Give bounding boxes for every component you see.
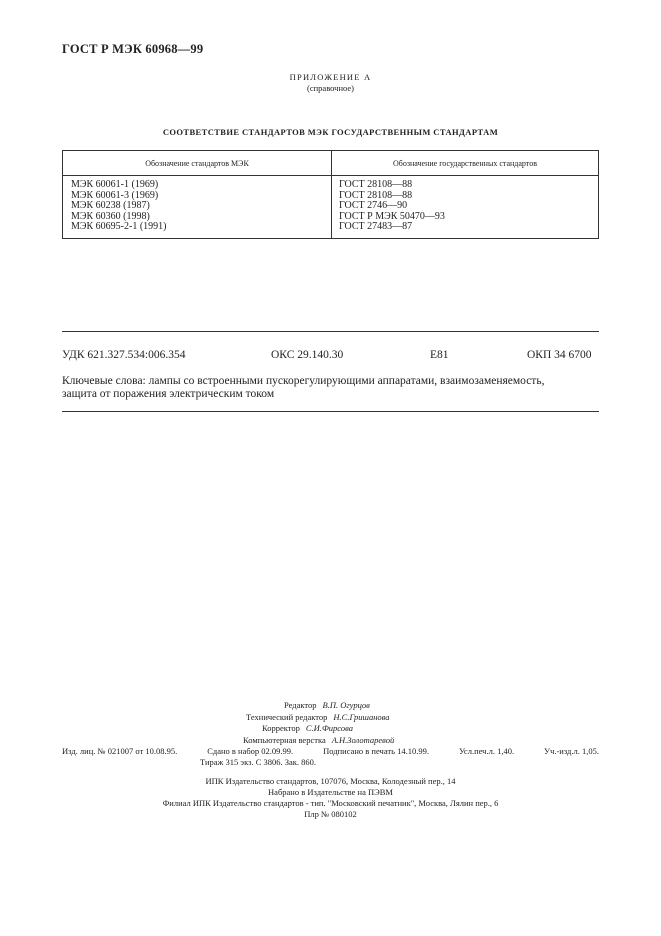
credit-name: В.П. Огурцов xyxy=(322,700,370,710)
table-cell-gost: ГОСТ 28108—88 xyxy=(339,189,413,201)
appendix-title: ПРИЛОЖЕНИЕ А xyxy=(289,72,372,82)
credit-tech-editor xyxy=(246,712,661,724)
table-cell-gost: ГОСТ 2746—90 xyxy=(339,200,408,211)
credit-role: Технический редактор xyxy=(246,711,328,722)
credits-block xyxy=(0,700,661,746)
credit-role: Корректор xyxy=(262,723,300,733)
credit-corrector xyxy=(262,723,661,735)
udk-code: УДК 621.327.534:006.354 xyxy=(62,349,186,361)
publisher-line-2: Набрано в Издательстве на ПЭВМ xyxy=(268,787,393,797)
table-cell-iec: МЭК 60238 (1987) xyxy=(71,200,150,211)
table-column-iec xyxy=(71,180,166,233)
group-code: Е81 xyxy=(430,349,449,361)
imprint-sent: Сдано в набор 02.09.99. xyxy=(207,746,294,756)
okp-code: ОКП 34 6700 xyxy=(527,349,592,361)
imprint-license: Изд. лиц. № 021007 от 10.08.95. xyxy=(62,746,178,756)
imprint-uch: Уч.-изд.л. 1,05. xyxy=(544,746,599,756)
table-cell-gost: ГОСТ 28108—88 xyxy=(339,179,413,190)
table-header-gost: Обозначение государственных стандартов xyxy=(393,159,537,168)
table-cell-iec: МЭК 60360 (1998) xyxy=(71,210,150,222)
imprint-line xyxy=(62,746,599,756)
table-column-gost xyxy=(339,180,445,233)
credit-name: Н.С.Гришанова xyxy=(333,711,390,722)
keywords-line-2: защита от поражения электрическим током xyxy=(62,388,275,400)
table-cell-iec: МЭК 60061-3 (1969) xyxy=(71,189,159,201)
keywords-line-1: Ключевые слова: лампы со встроенными пускорегулирующими аппаратами, взаимозаменяемость, xyxy=(62,375,545,387)
publisher-line-4: Плр № 080102 xyxy=(304,809,357,819)
imprint-signed: Подписано в печать 14.10.99. xyxy=(323,746,429,756)
document-code: ГОСТ Р МЭК 60968—99 xyxy=(62,42,204,56)
table-cell-iec: МЭК 60061-1 (1969) xyxy=(71,179,159,190)
table-cell-iec: МЭК 60695-2-1 (1991) xyxy=(71,221,167,232)
table-cell-gost: ГОСТ Р МЭК 50470—93 xyxy=(339,210,445,222)
table-cell-gost: ГОСТ 27483—87 xyxy=(339,221,413,232)
credit-editor xyxy=(284,700,661,712)
imprint-usl: Усл.печ.л. 1,40. xyxy=(458,746,515,756)
keywords xyxy=(62,375,599,401)
oks-code: ОКС 29.140.30 xyxy=(271,349,344,361)
imprint-run: Тираж 315 экз. С 3806. Зак. 860. xyxy=(200,757,317,767)
table-header-iec: Обозначение стандартов МЭК xyxy=(145,159,249,168)
divider-bottom xyxy=(62,411,599,412)
credit-name: А.Н.Золотаревой xyxy=(331,734,395,745)
divider-top xyxy=(62,331,599,332)
table-header-divider xyxy=(63,175,598,176)
credit-role: Редактор xyxy=(284,700,317,710)
credit-role: Компьютерная верстка xyxy=(243,734,326,745)
appendix-subtitle: (справочное) xyxy=(307,83,354,93)
credit-layout xyxy=(243,735,661,747)
table-title: СООТВЕТСТВИЕ СТАНДАРТОВ МЭК ГОСУДАРСТВЕННЫМ СТАНДАРТАМ xyxy=(162,127,499,137)
publisher-line-3: Филиал ИПК Издательство стандартов - тип. "Московский печатник", Москва, Лялин пер., 6 xyxy=(162,798,499,808)
standards-table xyxy=(62,150,599,239)
publisher-line-1: ИПК Издательство стандартов, 107076, Москва, Колодезный пер., 14 xyxy=(205,776,456,786)
credit-name: С.И.Фирсова xyxy=(305,723,353,733)
